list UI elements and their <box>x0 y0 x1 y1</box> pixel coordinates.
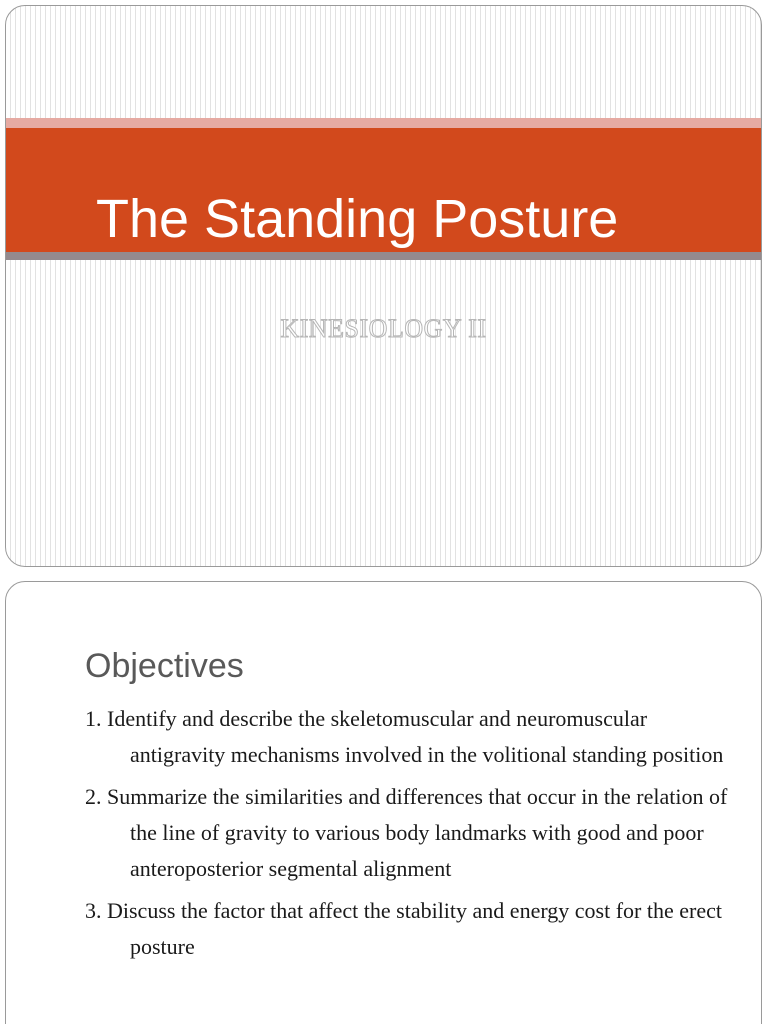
slide-subtitle: KINESIOLOGY II <box>280 314 487 343</box>
title-slide <box>5 5 762 567</box>
objective-item: 3. Discuss the factor that affect the stability and energy cost for the erect posture <box>85 898 722 959</box>
objective-item: 1. Identify and describe the skeletomuscular and neuromuscular antigravity mechanisms involved in the volitional standing position <box>85 706 724 767</box>
objectives-slide <box>5 581 762 1024</box>
title-band-top-stripe <box>6 118 761 128</box>
slide-title: The Standing Posture <box>96 189 619 249</box>
objectives-list <box>85 701 745 971</box>
objectives-heading: Objectives <box>85 647 244 685</box>
objective-item: 2. Summarize the similarities and differences that occur in the relation of the line of gravity to various body landmarks with good and poor anteroposterior segmental alignment <box>85 784 728 881</box>
